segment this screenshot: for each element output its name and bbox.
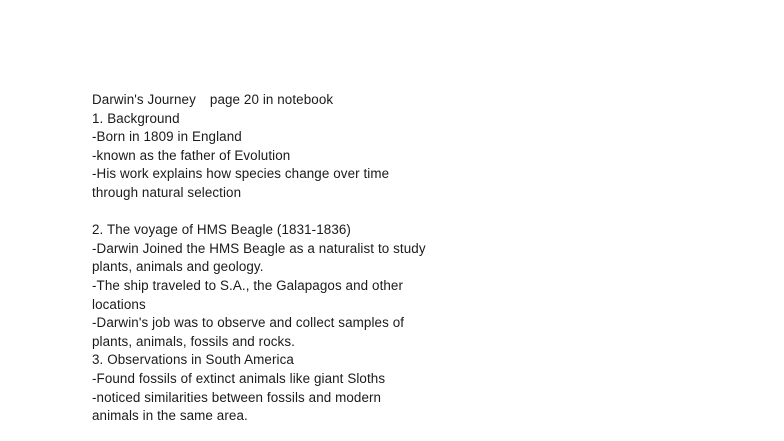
note-line: -The ship traveled to S.A., the Galapagos and other (92, 277, 404, 293)
section-heading: 1. Background (92, 110, 180, 126)
note-line: through natural selection (92, 184, 242, 200)
section-observations (92, 351, 772, 425)
document-title: Darwin's Journey (92, 92, 196, 107)
note-line: -Born in 1809 in England (92, 129, 242, 145)
notebook-page-reference: page 20 in notebook (209, 92, 334, 107)
section-heading: 2. The voyage of HMS Beagle (1831-1836) (92, 222, 351, 238)
note-line: -His work explains how species change over time (92, 166, 390, 182)
notes-document (92, 91, 772, 426)
note-line: locations (92, 296, 146, 312)
section-background (92, 110, 772, 203)
note-line: plants, animals, fossils and rocks. (92, 333, 295, 349)
note-line: animals in the same area. (92, 408, 248, 424)
section-voyage (92, 221, 772, 351)
note-line: -Darwin's job was to observe and collect samples of (92, 315, 405, 331)
section-heading: 3. Observations in South America (92, 352, 294, 368)
note-line: plants, animals and geology. (92, 259, 264, 275)
document-title-line (92, 91, 772, 110)
note-line: -Darwin Joined the HMS Beagle as a naturalist to study (92, 240, 426, 256)
note-line: -Found fossils of extinct animals like giant Sloths (92, 370, 386, 386)
note-line: -known as the father of Evolution (92, 147, 291, 163)
note-line: -noticed similarities between fossils and modern (92, 389, 382, 405)
blank-line (92, 203, 772, 222)
